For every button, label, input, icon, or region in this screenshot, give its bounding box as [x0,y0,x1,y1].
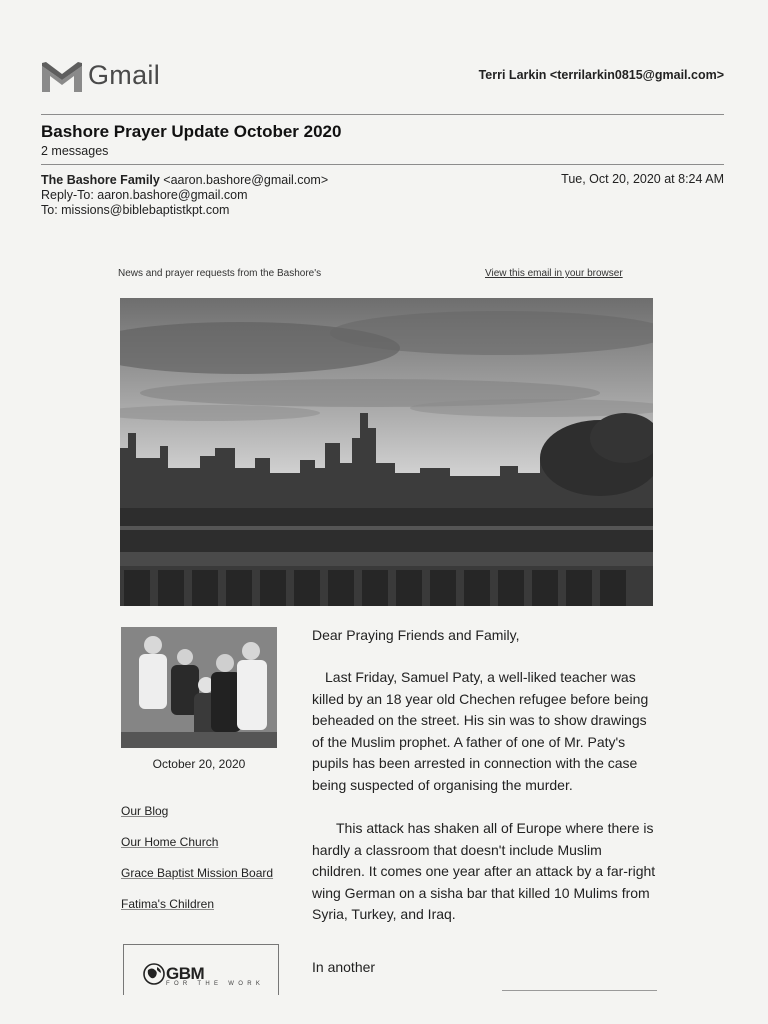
globe-icon [142,962,166,986]
letter-paragraph: In another [312,959,376,975]
header-divider [41,114,724,115]
thread-subject: Bashore Prayer Update October 2020 [41,122,342,141]
letter-paragraph: This attack has shaken all of Europe where there is hardly a classroom that doesn't include Muslim children. It comes one year after an attack by a far-right wing German on a sisha bar that killed 10 Mulims from Syria, Turkey, and Iraq. [312,820,656,922]
reply-to-line: Reply-To: aaron.bashore@gmail.com [41,188,248,202]
account-email: Terri Larkin <terrilarkin0815@gmail.com> [478,68,724,82]
gmail-wordmark: Gmail [88,60,161,90]
link-our-blog[interactable]: Our Blog [121,804,169,818]
to-line: To: missions@biblebaptistkpt.com [41,203,230,217]
link-grace-baptist-mission-board[interactable]: Grace Baptist Mission Board [121,866,274,880]
sender-line [41,173,328,188]
city-skyline-photo [120,298,653,606]
view-in-browser-link[interactable]: View this email in your browser [485,268,623,279]
message-date: Tue, Oct 20, 2020 at 8:24 AM [561,172,724,186]
gbm-logo-tagline: FOR THE WORK [166,981,265,987]
preheader-text: News and prayer requests from the Bashore's [118,268,322,279]
sender-email: <aaron.bashore@gmail.com> [163,173,329,187]
message-count: 2 messages [41,144,109,158]
family-photo [121,627,277,748]
subject-divider [41,164,724,165]
message-meta [41,173,328,218]
gmail-logo-icon [40,60,84,94]
photo-caption: October 20, 2020 [152,757,246,771]
link-our-home-church[interactable]: Our Home Church [121,835,219,849]
sender-name: The Bashore Family [41,173,160,187]
letter-paragraph: Last Friday, Samuel Paty, a well-liked teacher was killed by an 18 year old Chechen refugee before being beheaded on the street. His sin was to show drawings of the Muslim prophet. A father of one of Mr. Paty's pupils has been arrested in connection with the case being suspected of organising the murder. [312,669,649,793]
gbm-logo-text: GBM [166,964,205,983]
letter-greeting: Dear Praying Friends and Family, [312,627,520,643]
content-divider [502,990,657,991]
link-fatimas-children[interactable]: Fatima's Children [121,897,214,911]
